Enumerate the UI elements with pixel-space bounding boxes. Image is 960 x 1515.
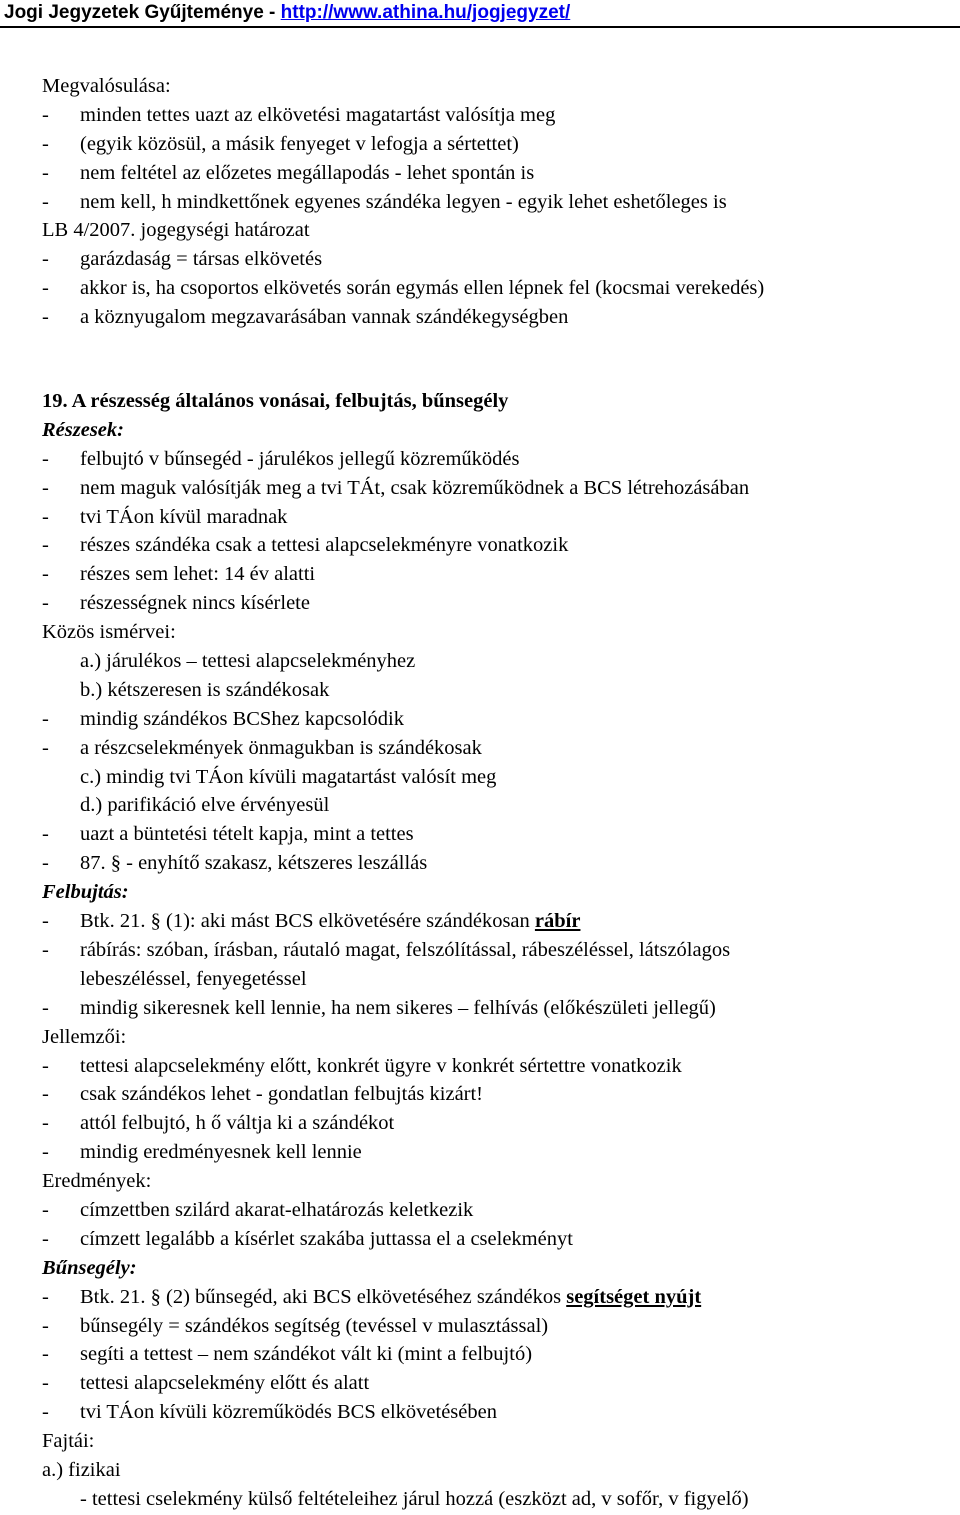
list-item: - (egyik közösül, a másik fenyeget v lefogja a sértettet) — [42, 132, 519, 155]
lb-line: LB 4/2007. jogegységi határozat — [42, 219, 310, 242]
list-item: - a részcselekmények önmagukban is szándékosak — [42, 736, 482, 759]
list-item: - nem maguk valósítják meg a tvi TÁt, csak közreműködnek a BCS létrehozásában — [42, 476, 750, 499]
list-item: - a köznyugalom megzavarásában vannak szándékegységben — [42, 306, 569, 329]
list-item: - garázdaság = társas elkövetés — [42, 248, 323, 271]
list-item: - mindig eredményesnek kell lennie — [42, 1141, 362, 1164]
page-header — [0, 0, 960, 27]
heading-fajtai: Fajtái: — [42, 1430, 95, 1453]
heading-kozos-ismervei: Közös ismérvei: — [42, 621, 176, 644]
list-item: - segíti a tettest – nem szándékot vált ki (mint a felbujtó) — [42, 1343, 533, 1366]
list-item: - tettesi alapcselekmény előtt, konkrét ügyre v konkrét sértettre vonatkozik — [42, 1054, 682, 1077]
sub-item-fizikai: a.) fizikai — [42, 1458, 121, 1481]
list-item: - címzettben szilárd akarat-elhatározás keletkezik — [42, 1198, 474, 1221]
list-item: - tvi TÁon kívüli közreműködés BCS elkövetésében — [42, 1401, 497, 1424]
heading-reszesek: Részesek: — [42, 418, 124, 441]
list-item: - részességnek nincs kísérlete — [42, 592, 310, 615]
header-url-link[interactable]: http://www.athina.hu/jogjegyzet/ — [280, 2, 571, 23]
document-body — [42, 72, 952, 1514]
list-item: - részes szándéka csak a tettesi alapcselekményre vonatkozik — [42, 534, 569, 557]
sub-item-d: d.) parifikáció elve érvényesül — [80, 794, 330, 817]
list-item: - részes sem lehet: 14 év alatti — [42, 563, 316, 586]
list-item: - 87. § - enyhítő szakasz, kétszeres leszállás — [42, 852, 428, 875]
list-item: - címzett legalább a kísérlet szakába juttassa el a cselekményt — [42, 1227, 573, 1250]
list-item: - csak szándékos lehet - gondatlan felbujtás kizárt! — [42, 1083, 484, 1106]
header-divider — [0, 26, 960, 28]
header-title — [4, 0, 570, 26]
list-item: - felbujtó v bűnsegéd - járulékos jellegű közreműködés — [42, 447, 520, 470]
spacer — [42, 360, 952, 387]
list-item: - minden tettes uazt az elkövetési magatartást valósítja meg — [42, 103, 556, 126]
list-item: - bűnsegély = szándékos segítség (tevéssel v mulasztással) — [42, 1314, 549, 1337]
list-item: - nem kell, h mindkettőnek egyenes szándéka legyen - egyik lehet eshetőleges is — [42, 190, 727, 213]
list-item: - tvi TÁon kívül maradnak — [42, 505, 288, 528]
section-title: 19. A részesség általános vonásai, felbujtás, bűnsegély — [42, 390, 509, 413]
list-item: - rábírás: szóban, írásban, ráutaló magat, felszólítással, rábeszéléssel, látszólagos — [42, 938, 731, 961]
list-item: - attól felbujtó, h ő váltja ki a szándékot — [42, 1112, 395, 1135]
sub-item-a: a.) járulékos – tettesi alapcselekményhez — [80, 650, 416, 673]
sub-item-b: b.) kétszeresen is szándékosak — [80, 678, 330, 701]
list-item: - tettesi cselekmény külső feltételeihez járul hozzá (eszközt ad, v sofőr, v figyelő) — [80, 1487, 749, 1510]
list-item: - Btk. 21. § (1): aki mást BCS elkövetésére szándékosan rábír — [42, 910, 581, 933]
heading-jellemzoi: Jellemzői: — [42, 1025, 127, 1048]
list-item-continuation: lebeszéléssel, fenyegetéssel — [80, 967, 307, 990]
list-item: - mindig szándékos BCShez kapcsolódik — [42, 707, 404, 730]
list-item: - akkor is, ha csoportos elkövetés során egymás ellen lépnek fel (kocsmai verekedés) — [42, 277, 765, 300]
heading-eredmenyek: Eredmények: — [42, 1170, 152, 1193]
heading-bunsegely: Bűnsegély: — [42, 1256, 137, 1279]
list-item: - Btk. 21. § (2) bűnsegéd, aki BCS elkövetéséhez szándékos segítséget nyújt — [42, 1285, 702, 1308]
list-item: - uazt a büntetési tételt kapja, mint a tettes — [42, 823, 414, 846]
spacer — [42, 332, 952, 360]
header-title-text: Jogi Jegyzetek Gyűjteménye - — [4, 2, 281, 23]
list-item: - nem feltétel az előzetes megállapodás - lehet spontán is — [42, 161, 535, 184]
list-item: - mindig sikeresnek kell lennie, ha nem sikeres – felhívás (előkészületi jellegű) — [42, 996, 716, 1019]
sub-item-c: c.) mindig tvi TÁon kívüli magatartást valósít meg — [80, 765, 497, 788]
heading-megvalosulasa: Megvalósulása: — [42, 75, 171, 97]
heading-felbujtas: Felbujtás: — [42, 881, 129, 904]
list-item: - tettesi alapcselekmény előtt és alatt — [42, 1372, 370, 1395]
